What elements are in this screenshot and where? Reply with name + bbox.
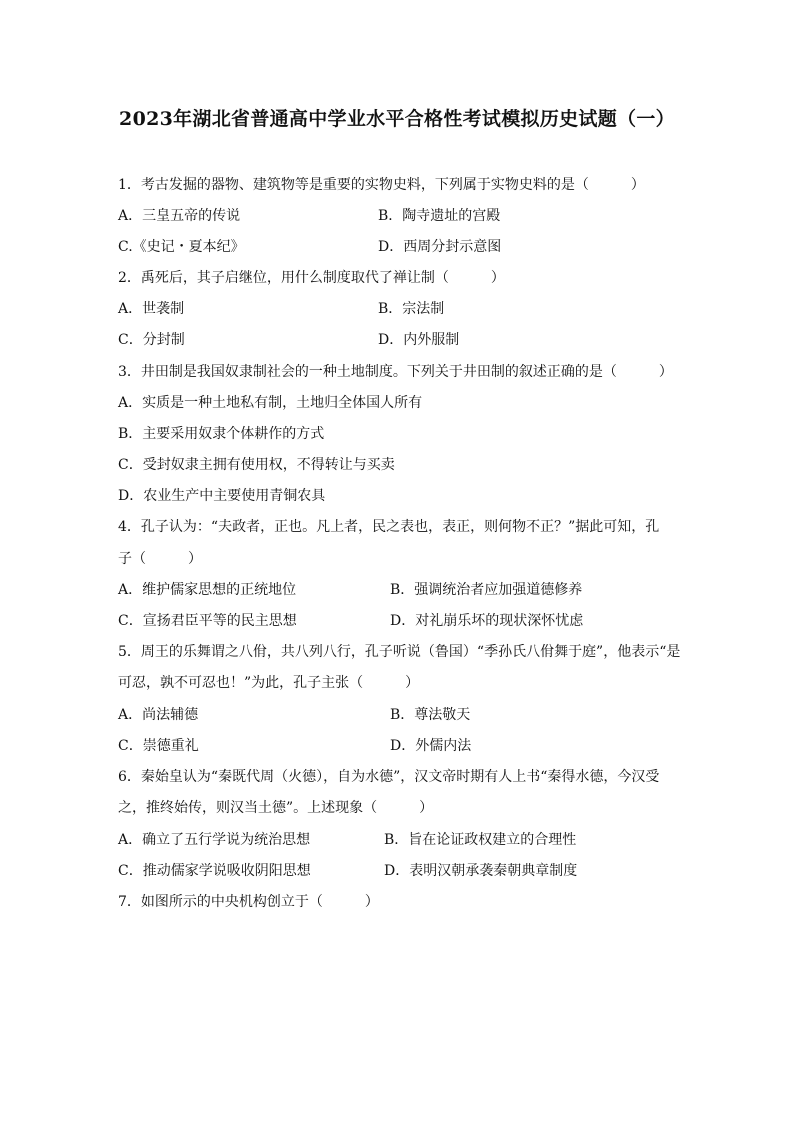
question-2-option-c: C．分封制: [118, 332, 185, 348]
question-5-option-b: B．尊法敬天: [390, 707, 471, 723]
question-2-option-a: A．世袭制: [118, 301, 185, 317]
question-4-option-d: D．对礼崩乐坏的现状深怀忧虑: [390, 613, 584, 629]
question-1-stem: 1．考古发掘的器物、建筑物等是重要的实物史料，下列属于实物史料的是（ ）: [118, 177, 645, 193]
question-4-stem-line-2: 子（ ）: [118, 551, 202, 567]
question-5-option-a: A．尚法辅德: [118, 707, 199, 723]
question-6-option-c: C．推动儒家学说吸收阴阳思想: [118, 863, 311, 879]
question-5-stem-line-1: 5．周王的乐舞谓之八佾，共八列八行，孔子听说（鲁国）“季孙氏八佾舞于庭”，他表示“是: [118, 644, 681, 660]
question-2-option-d: D．内外服制: [378, 332, 460, 348]
question-5-stem-line-2: 可忍，孰不可忍也！”为此，孔子主张（ ）: [118, 675, 420, 691]
question-4-stem-line-1: 4．孔子认为：“夫政者，正也。凡上者，民之表也，表正，则何物不正？”据此可知，孔: [118, 519, 660, 535]
question-6-option-b: B．旨在论证政权建立的合理性: [384, 832, 577, 848]
question-6-option-a: A．确立了五行学说为统治思想: [118, 832, 311, 848]
question-3-stem: 3．井田制是我国奴隶制社会的一种土地制度。下列关于井田制的叙述正确的是（ ）: [118, 364, 673, 380]
question-5-option-d: D．外儒内法: [390, 738, 472, 754]
question-3-option-c: C．受封奴隶主拥有使用权，不得转让与买卖: [118, 457, 395, 473]
question-1-option-b: B．陶寺遗址的宫殿: [378, 208, 501, 224]
question-6-option-d: D．表明汉朝承袭秦朝典章制度: [384, 863, 578, 879]
question-3-option-a: A．实质是一种土地私有制，土地归全体国人所有: [118, 395, 423, 411]
question-6-stem-line-1: 6．秦始皇认为“秦既代周（火德），自为水德”，汉文帝时期有人上书“秦得水德，今汉受: [118, 769, 660, 785]
question-5-option-c: C．崇德重礼: [118, 738, 199, 754]
question-1-option-d: D．西周分封示意图: [378, 239, 502, 255]
question-4-option-b: B．强调统治者应加强道德修养: [390, 582, 583, 598]
question-6-stem-line-2: 之，推终始传，则汉当土德”。上述现象（ ）: [118, 800, 434, 816]
question-1-option-a: A．三皇五帝的传说: [118, 208, 241, 224]
question-7-stem: 7．如图所示的中央机构创立于（ ）: [118, 894, 379, 910]
question-4-option-a: A．维护儒家思想的正统地位: [118, 582, 297, 598]
question-3-option-b: B．主要采用奴隶个体耕作的方式: [118, 426, 325, 442]
question-1-option-c: C.《史记・夏本纪》: [118, 239, 245, 255]
page-title: 2023年湖北省普通高中学业水平合格性考试模拟历史试题（一）: [119, 108, 675, 130]
question-3-option-d: D．农业生产中主要使用青铜农具: [118, 488, 326, 504]
question-2-option-b: B．宗法制: [378, 301, 445, 317]
question-2-stem: 2．禹死后，其子启继位，用什么制度取代了禅让制（ ）: [118, 270, 505, 286]
question-4-option-c: C．宣扬君臣平等的民主思想: [118, 613, 297, 629]
